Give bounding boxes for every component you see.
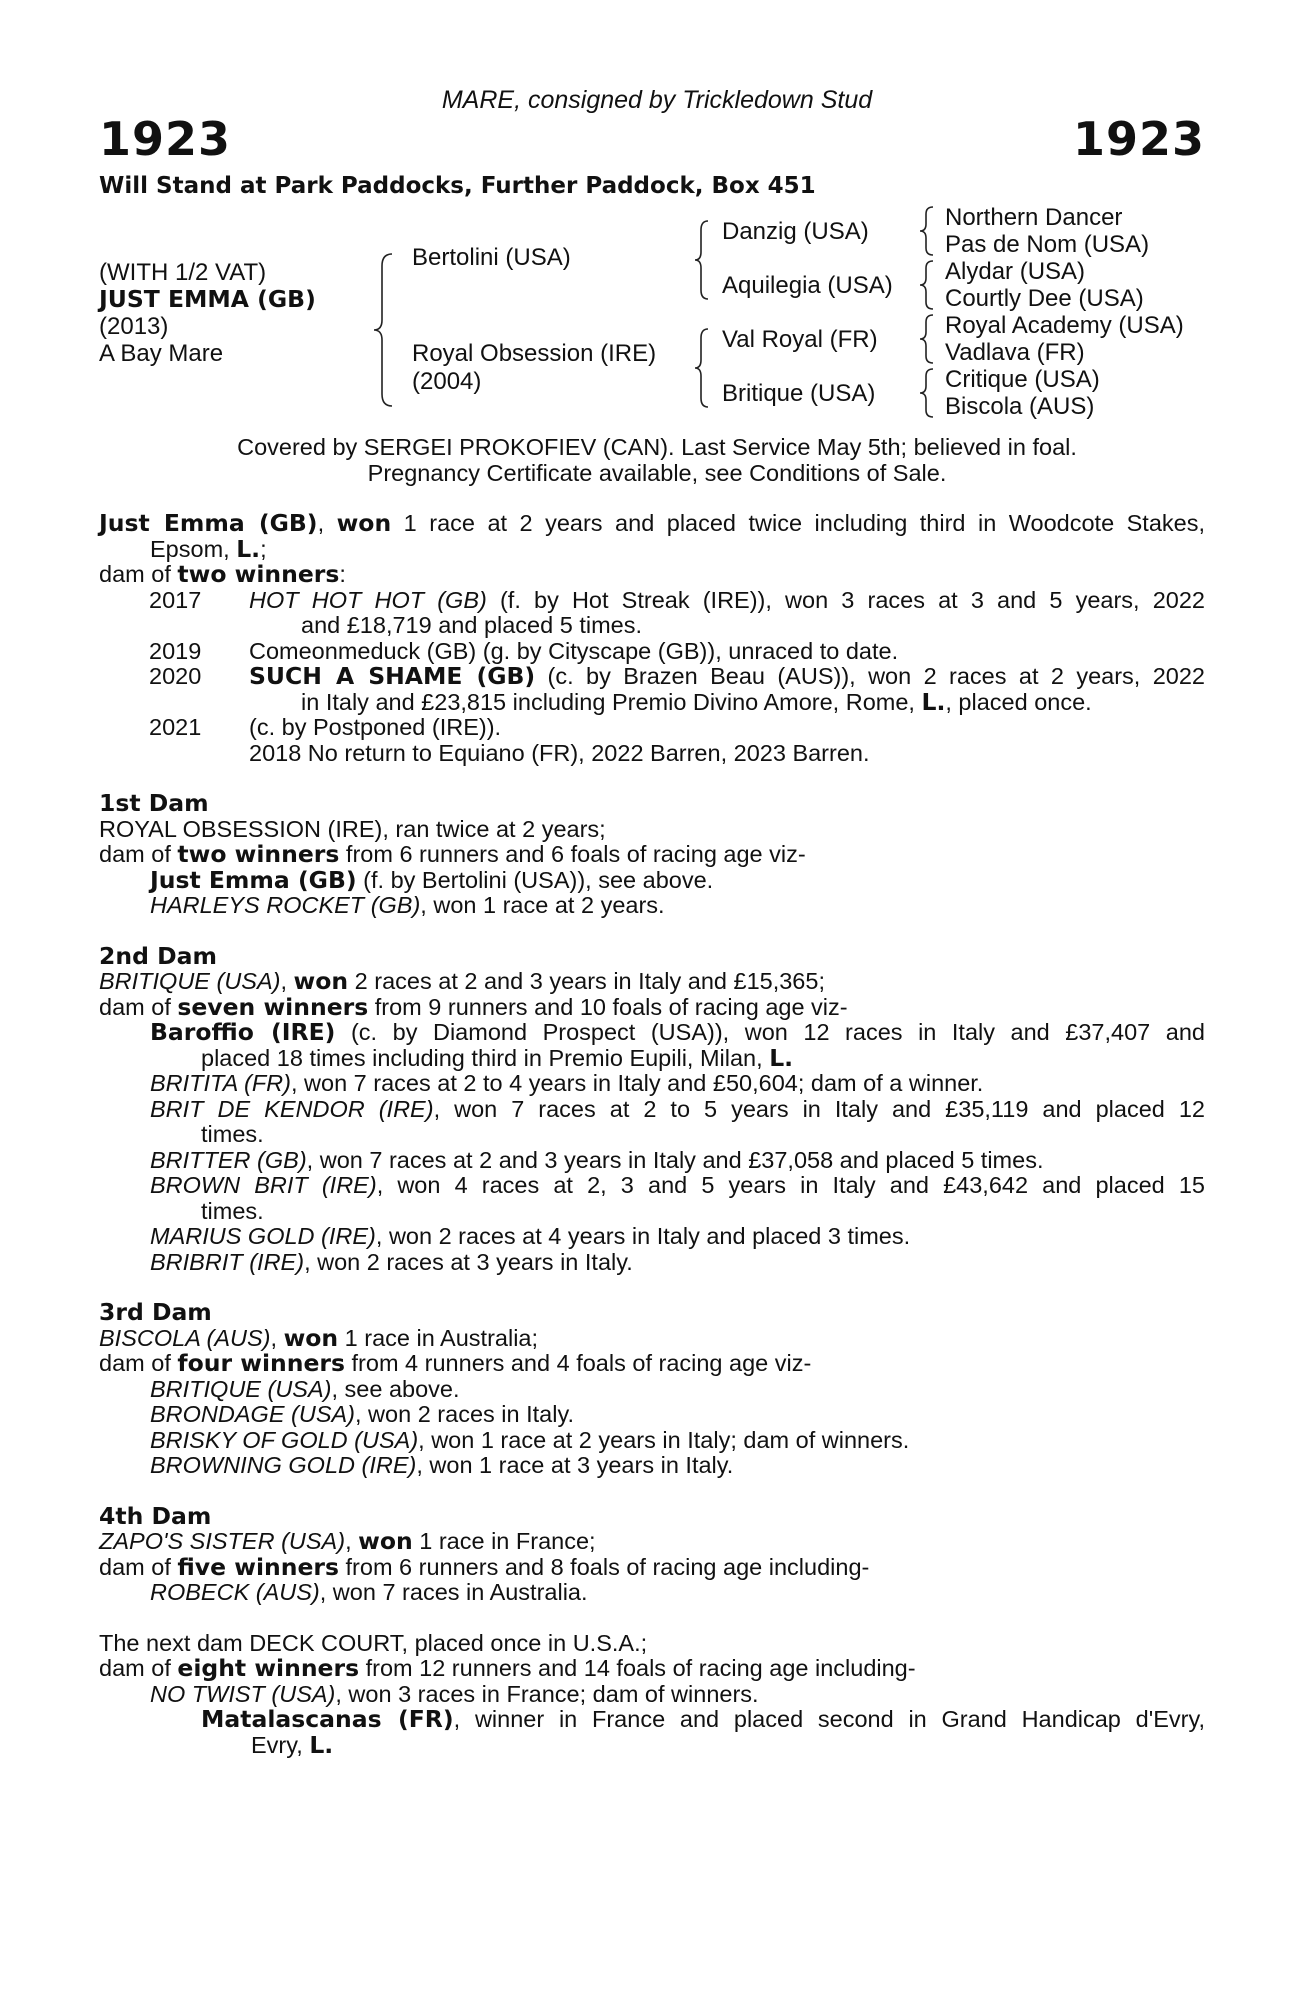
covering-line: Covered by SERGEI PROKOFIEV (CAN). Last Service May 5th; believed in foal. (237, 434, 1077, 460)
dam-of: dam of (99, 1553, 178, 1580)
mare-summary: Just Emma (GB), won 1 race at 2 years and placed twice including third in Woodcote Stakes, (99, 509, 1206, 537)
dam-name: ZAPO'S SISTER (USA) (99, 1528, 346, 1554)
produce-year: 2020 (149, 663, 202, 689)
dam-name: BRITIQUE (USA) (99, 968, 281, 994)
vat-note: (WITH 1/2 VAT) (99, 259, 267, 286)
dam4-produce-intro (99, 1552, 1205, 1581)
produce-record: Comeonmeduck (GB) (g. by Cityscape (GB)), unraced to date. (249, 637, 899, 664)
dam1-line: ROYAL OBSESSION (IRE), ran twice at 2 years; (99, 815, 606, 842)
won-label: won (336, 509, 392, 537)
dam-record: 1 race in Australia; (338, 1324, 539, 1351)
sire-sire-dam: Pas de Nom (USA) (945, 231, 1150, 258)
sire: Bertolini (USA) (412, 244, 571, 271)
winners-count: two winners (177, 560, 340, 588)
dam-of: dam of (99, 561, 178, 587)
dam3-line (99, 1323, 1205, 1352)
foal-name: ROBECK (AUS) (150, 1579, 320, 1605)
foal-name: BRITIQUE (USA) (150, 1375, 332, 1402)
sire-dam-sire: Alydar (USA) (945, 258, 1086, 285)
sire-dam-dam: Courtly Dee (USA) (945, 285, 1144, 312)
dam1-produce-intro (99, 842, 1205, 868)
pedigree-brace-sire (693, 218, 713, 302)
dam2-foal (99, 1071, 1205, 1097)
produce-record: (c. by Brazen Beau (AUS)), won 2 races at 2 years, 2022 (535, 663, 1205, 689)
foal-record: , won 2 races at 3 years in Italy. (304, 1248, 633, 1275)
produce-record-cont: and £18,719 and placed 5 times. (301, 612, 643, 638)
listed-mark: L. (769, 1043, 794, 1072)
dam2-foal (99, 1148, 1205, 1174)
sire-sire: Danzig (USA) (722, 218, 869, 245)
dam-of: dam of (99, 1655, 178, 1681)
dam2-heading: 2nd Dam (99, 941, 217, 970)
horse-description: A Bay Mare (99, 340, 224, 367)
mare-summary-cont (99, 534, 1205, 563)
foal-record: , won 1 race at 2 years. (420, 892, 665, 918)
dam-sire-sire: Royal Academy (USA) (945, 312, 1184, 339)
dam1-foal (99, 893, 1205, 919)
dam2-line (99, 969, 1205, 995)
dam2-foal (99, 1250, 1205, 1276)
nextdam-foal (99, 1682, 1205, 1708)
won-label: won (293, 967, 349, 995)
dam4-line (99, 1529, 1205, 1555)
pedigree-brace-dam (693, 326, 713, 410)
foal-record: , winner in France and placed second in Grand Handicap d'Evry, (453, 1706, 1205, 1732)
pedigree-brace-main (372, 250, 398, 410)
punct: , (345, 1528, 359, 1554)
produce-year: 2021 (149, 714, 202, 740)
pedigree-brace-sd (918, 258, 938, 312)
foal-record-cont: placed 18 times including third in Premio Eupili, Milan, (201, 1044, 770, 1071)
mare-record-cont: Epsom, (150, 535, 237, 562)
produce-row (99, 639, 1205, 665)
foal-name: BRONDAGE (USA) (150, 1401, 355, 1427)
produce-record: (f. by Hot Streak (IRE)), won 3 races at 3 and 5 years, 2022 (486, 586, 1205, 613)
covering-note (0, 434, 1314, 486)
mare-name: Just Emma (GB) (99, 509, 318, 537)
dam3-foal (99, 1428, 1205, 1454)
dam1-heading: 1st Dam (99, 789, 209, 817)
foal-record: , won 7 races in Australia. (319, 1579, 588, 1605)
foal-record: , won 7 races at 2 to 5 years in Italy and £35,119 and placed 12 (433, 1095, 1205, 1122)
produce-record-cont: in Italy and £23,815 including Premio Divino Amore, Rome, (301, 688, 922, 715)
produce-row-cont (99, 613, 1205, 639)
foal-name: BRITTER (GB) (150, 1146, 307, 1173)
dam2-foal-cont: times. (201, 1197, 264, 1224)
produce-year: 2019 (149, 637, 202, 664)
winners-count: four winners (177, 1349, 345, 1377)
dam4-foal (99, 1580, 1205, 1606)
dam-of: dam of (99, 993, 178, 1020)
horse-year: (2013) (99, 313, 169, 340)
dam3-foal (99, 1453, 1205, 1479)
foal-record: (f. by Bertolini (USA)), see above. (356, 866, 714, 893)
foal-record: , won 3 races in France; dam of winners. (335, 1680, 759, 1707)
produce-row (99, 664, 1205, 690)
foal-record: (c. by Diamond Prospect (USA)), won 12 races in Italy and £37,407 and (335, 1019, 1205, 1045)
winners-count: eight winners (177, 1654, 360, 1682)
dam-name: BISCOLA (AUS) (99, 1324, 271, 1351)
winners-count: two winners (177, 840, 340, 868)
catalogue-body (99, 511, 1205, 1758)
produce-record-end: , placed once. (945, 688, 1092, 715)
foal-record: , won 7 races at 2 and 3 years in Italy and £37,058 and placed 5 times. (306, 1146, 1044, 1173)
foal-name: MARIUS GOLD (IRE) (150, 1223, 376, 1249)
dam2-foal-cont (99, 1043, 1205, 1072)
return-note: 2018 No return to Equiano (FR), 2022 Barren, 2023 Barren. (249, 739, 870, 766)
listed-mark: L. (309, 1730, 334, 1759)
mare-record: 1 race at 2 years and placed twice including third in Woodcote Stakes, (391, 510, 1206, 536)
punct: , (280, 968, 294, 994)
dam-of: dam of (99, 841, 178, 867)
dam-dam: Britique (USA) (722, 380, 876, 407)
produce-summary: from 4 runners and 4 foals of racing age viz- (345, 1350, 812, 1376)
produce-row-cont (99, 687, 1205, 716)
foal-record: , won 4 races at 2, 3 and 5 years in Italy and £43,642 and placed 15 (376, 1172, 1205, 1198)
mare-produce-intro (99, 562, 1205, 588)
dam2-foal (99, 1097, 1205, 1123)
produce-name: SUCH A SHAME (GB) (249, 662, 536, 690)
foal-name: BROWNING GOLD (IRE) (150, 1452, 417, 1478)
foal-name: NO TWIST (USA) (150, 1680, 336, 1707)
winners-count: five winners (177, 1552, 339, 1581)
foal-name: Just Emma (GB) (150, 865, 357, 894)
dam-record: 2 races at 2 and 3 years in Italy and £15,365; (348, 968, 825, 994)
foal-record: , see above. (331, 1375, 460, 1402)
dam-dam-sire: Critique (USA) (945, 366, 1100, 393)
punct: , (270, 1324, 284, 1351)
pedigree-brace-ss (918, 204, 938, 258)
dam3-heading: 3rd Dam (99, 1298, 212, 1326)
dam3-foal (99, 1402, 1205, 1428)
foal-name: Matalascanas (FR) (201, 1705, 454, 1733)
produce-record: (c. by Postponed (IRE)). (249, 714, 502, 740)
dam1-foal (99, 865, 1205, 894)
foal-name: Baroffio (IRE) (150, 1018, 336, 1046)
dam2-foal (99, 1020, 1205, 1046)
won-label: won (283, 1323, 339, 1352)
punct: : (339, 561, 346, 587)
dam2-produce-intro (99, 992, 1205, 1021)
dam2-foal (99, 1173, 1205, 1199)
won-label: won (358, 1527, 413, 1555)
pedigree-brace-ds (918, 312, 938, 366)
produce-row (99, 588, 1205, 614)
lot-number-left: 1923 (99, 112, 232, 166)
winners-count: seven winners (177, 992, 369, 1021)
dam-of: dam of (99, 1350, 178, 1376)
nextdam-grandfoal-cont (99, 1730, 1205, 1759)
foal-record: , won 1 race at 2 years in Italy; dam of winners. (418, 1426, 910, 1453)
dam3-produce-intro (99, 1351, 1205, 1377)
produce-summary: from 9 runners and 10 foals of racing age viz- (368, 993, 848, 1020)
dam4-heading: 4th Dam (99, 1501, 212, 1530)
listed-mark: L. (236, 534, 261, 563)
dam-sire: Val Royal (FR) (722, 326, 878, 353)
foal-name: BRIT DE KENDOR (IRE) (150, 1095, 434, 1122)
lot-number-right: 1923 (1072, 112, 1205, 166)
foal-name: HARLEYS ROCKET (GB) (150, 892, 421, 918)
produce-summary: from 6 runners and 6 foals of racing age viz- (339, 841, 806, 867)
foal-name: BRISKY OF GOLD (USA) (150, 1426, 419, 1453)
dam: Royal Obsession (IRE) (412, 340, 657, 367)
foal-name: BRITITA (FR) (150, 1070, 291, 1096)
dam3-foal (99, 1377, 1205, 1403)
foal-record: , won 2 races in Italy. (355, 1401, 574, 1427)
nextdam-grandfoal (99, 1707, 1205, 1733)
produce-summary: from 6 runners and 8 foals of racing age including- (338, 1553, 870, 1580)
nextdam-produce-intro (99, 1656, 1205, 1682)
dam-year: (2004) (412, 368, 482, 395)
produce-row (99, 715, 1205, 741)
sire-dam: Aquilegia (USA) (722, 272, 893, 299)
dam-record: 1 race in France; (412, 1528, 596, 1554)
nextdam-line: The next dam DECK COURT, placed once in U.S.A.; (99, 1629, 648, 1656)
punct: ; (260, 535, 267, 562)
consignor-line: MARE, consigned by Trickledown Stud (441, 86, 873, 114)
pedigree-brace-dd (918, 366, 938, 420)
stand-location: Will Stand at Park Paddocks, Further Paddock, Box 451 (99, 173, 816, 199)
foal-record: , won 7 races at 2 to 4 years in Italy and £50,604; dam of a winner. (290, 1070, 984, 1096)
dam-dam-dam: Biscola (AUS) (945, 393, 1095, 420)
horse-name: JUST EMMA (GB) (99, 285, 316, 313)
foal-record-cont: Evry, (251, 1731, 310, 1758)
dam2-foal-cont: times. (201, 1121, 264, 1147)
listed-mark: L. (921, 687, 946, 716)
pregnancy-line: Pregnancy Certificate available, see Conditions of Sale. (367, 460, 947, 486)
dam-sire-dam: Vadlava (FR) (945, 339, 1085, 366)
produce-summary: from 12 runners and 14 foals of racing age including- (359, 1655, 916, 1681)
foal-record: , won 1 race at 3 years in Italy. (416, 1452, 734, 1478)
foal-name: BRIBRIT (IRE) (150, 1248, 305, 1275)
foal-name: BROWN BRIT (IRE) (150, 1172, 377, 1198)
produce-name: HOT HOT HOT (GB) (249, 586, 487, 613)
dam2-foal (99, 1224, 1205, 1250)
sire-sire-sire: Northern Dancer (945, 204, 1123, 231)
produce-year: 2017 (149, 586, 202, 613)
foal-record: , won 2 races at 4 years in Italy and placed 3 times. (375, 1223, 911, 1249)
